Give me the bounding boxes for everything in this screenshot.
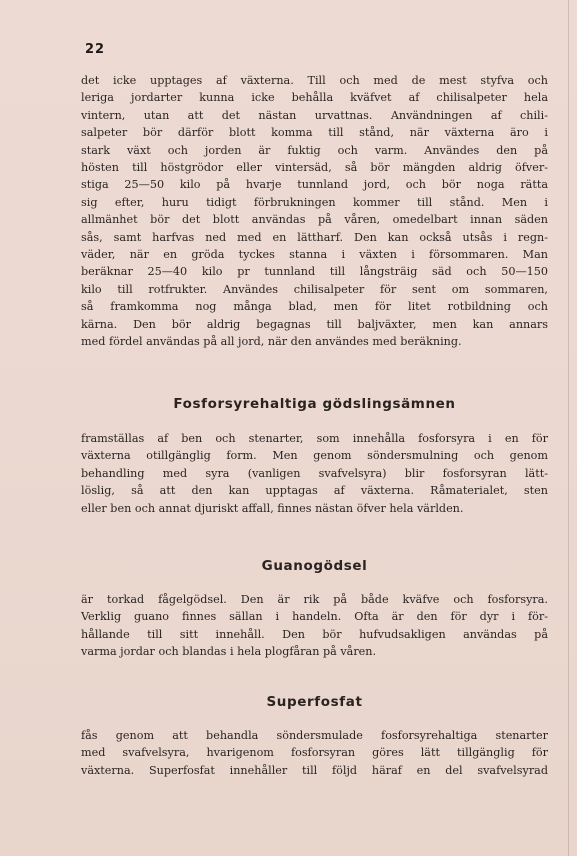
intro-paragraph xyxy=(81,72,548,351)
text-line: det icke upptages af växterna. Till och med de mest styfva och xyxy=(81,74,548,87)
text-line: är torkad fågelgödsel. Den är rik på både kväfve och fosforsyra. xyxy=(81,593,548,606)
superfosfat-paragraph xyxy=(81,727,548,779)
section-heading-superfosfat: Superfosfat xyxy=(266,694,363,710)
text-line: löslig, så att den kan upptagas af växterna. Råmaterialet, sten xyxy=(81,484,548,498)
text-line: hösten till höstgrödor eller vintersäd, så bör mängden aldrig öfver- xyxy=(81,161,548,175)
text-line: så framkomma nog många blad, men för litet rotbildning och xyxy=(81,300,548,314)
text-line: stiga 25—50 kilo på hvarje tunnland jord, och bör noga rätta xyxy=(81,178,548,192)
text-line: eller ben och annat djuriskt affall, finnes nästan öfver hela världen. xyxy=(81,501,464,515)
text-line: beräknar 25—40 kilo pr tunnland till långsträig säd och 50—150 xyxy=(81,265,548,279)
section-heading-guano: Guanogödsel xyxy=(261,558,368,574)
text-line: fås genom att behandla söndersmulade fosforsyrehaltiga stenarter xyxy=(81,729,548,742)
text-line: växterna otillgänglig form. Men genom söndersmulning och genom xyxy=(81,449,548,463)
guano-paragraph xyxy=(81,591,548,661)
page-edge xyxy=(568,0,569,856)
text-line: med fördel användas på all jord, när den användes med beräkning. xyxy=(81,335,462,349)
text-line: växterna. Superfosfat innehåller till följd häraf en del svafvelsyrad xyxy=(81,763,548,777)
text-line: allmänhet bör det blott användas på våren, omedelbart innan säden xyxy=(81,213,548,227)
text-line: väder, när en gröda tyckes stanna i växten i försommaren. Man xyxy=(81,248,548,262)
text-line: behandling med syra (vanligen svafvelsyra) blir fosforsyran lätt- xyxy=(81,466,548,480)
text-line: leriga jordarter kunna icke behålla kväfvet af chilisalpeter hela xyxy=(81,91,548,105)
text-line: sig efter, huru tidigt förbrukningen kommer till stånd. Men i xyxy=(81,195,548,209)
text-line: varma jordar och blandas i hela plogfåran på våren. xyxy=(81,645,377,659)
text-line: kärna. Den bör aldrig begagnas till baljväxter, men kan annars xyxy=(81,317,548,331)
text-line: sås, samt harfvas ned med en lättharf. Den kan också utsås i regn- xyxy=(81,230,548,244)
text-line: kilo till rotfrukter. Användes chilisalpeter för sent om sommaren, xyxy=(81,282,548,296)
text-line: Verklig guano finnes sällan i handeln. Ofta är den för dyr i för- xyxy=(81,610,548,624)
text-line: stark växt och jorden är fuktig och varm. Användes den på xyxy=(81,143,548,157)
text-line: med svafvelsyra, hvarigenom fosforsyran göres lätt tillgänglig för xyxy=(81,746,548,760)
text-line: hållande till sitt innehåll. Den bör hufvudsakligen användas på xyxy=(81,627,548,641)
text-line: salpeter bör därför blott komma till stånd, när växterna äro i xyxy=(81,126,548,140)
fosforsyra-paragraph xyxy=(81,430,548,517)
section-heading-fosforsyra: Fosforsyrehaltiga gödslingsämnen xyxy=(173,396,456,412)
text-line: framställas af ben och stenarter, som innehålla fosforsyra i en för xyxy=(81,432,548,445)
page-number: 22 xyxy=(85,42,106,57)
text-line: vintern, utan att det nästan urvattnas. Användningen af chili- xyxy=(81,108,548,122)
